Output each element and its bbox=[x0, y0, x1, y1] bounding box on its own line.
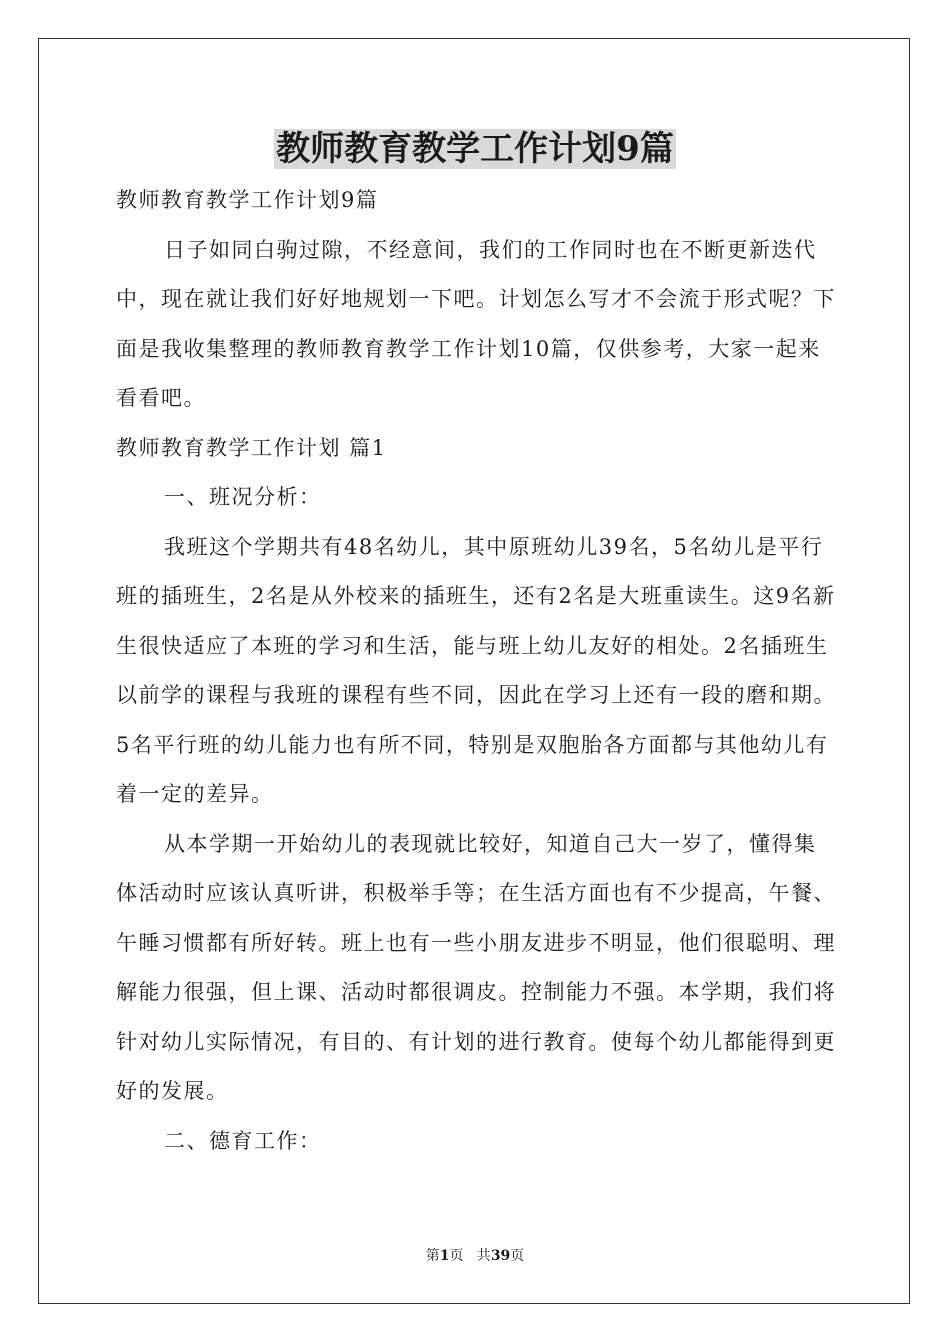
footer-page-number: 1 bbox=[439, 1248, 450, 1264]
document-body bbox=[116, 176, 836, 1166]
part2-heading: 二、德育工作： bbox=[164, 1128, 322, 1153]
document-subtitle: 教师教育教学工作计划9篇 bbox=[116, 188, 379, 212]
part1-paragraph-1: 我班这个学期共有48名幼儿，其中原班幼儿39名，5名幼儿是平行班的插班生，2名是从外校来的插班生，还有2名是大班重读生。这9名新生很快适应了本班的学习和生活，能与班上幼儿友好的相处。2名插班生以前学的课程与我班的课程有些不同，因此在学习上还有一段的磨和期。5名平行班的幼儿能力也有所不同，特别是双胞胎各方面都与其他幼儿有着一定的差异。 bbox=[116, 534, 836, 806]
part1-heading: 一、班况分析： bbox=[164, 485, 322, 509]
document-title-text: 教师教育教学工作计划9篇 bbox=[276, 129, 674, 169]
footer-suffix: 页 bbox=[510, 1248, 525, 1264]
page-footer bbox=[0, 1246, 950, 1266]
part1-paragraph-2: 从本学期一开始幼儿的表现就比较好，知道自己大一岁了，懂得集体活动时应该认真听讲，积极举手等；在生活方面也有不少提高，午餐、午睡习惯都有所好转。班上也有一些小朋友进步不明显，他们很聪明、理解能力很强，但上课、活动时都很调皮。控制能力不强。本学期，我们将针对幼儿实际情况，有目的、有计划的进行教育。使每个幼儿都能得到更好的发展。 bbox=[116, 831, 836, 1103]
document-title bbox=[0, 124, 950, 174]
section-heading: 教师教育教学工作计划 篇1 bbox=[116, 435, 387, 460]
footer-total-pages: 39 bbox=[490, 1248, 511, 1264]
footer-mid: 页 共 bbox=[449, 1248, 491, 1264]
footer-prefix: 第 bbox=[425, 1248, 440, 1264]
intro-paragraph: 日子如同白驹过隙，不经意间，我们的工作同时也在不断更新迭代中，现在就让我们好好地规划一下吧。计划怎么写才不会流于形式呢？下面是我收集整理的教师教育教学工作计划10篇，仅供参考，大家一起来看看吧。 bbox=[116, 237, 836, 410]
